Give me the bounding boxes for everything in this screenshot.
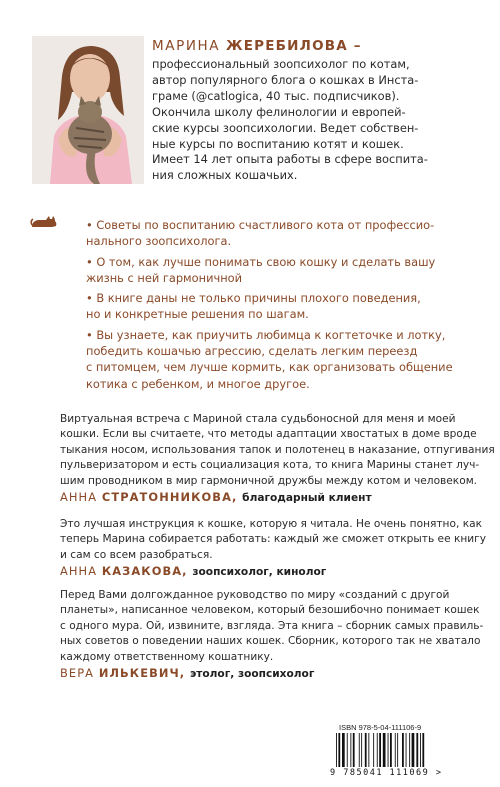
review-line: каждому ответственному кошатнику. [60, 650, 274, 663]
review-line: теперь Марина собирается работать: каждый же сможет открыть ее книгу [60, 533, 487, 546]
review-line: кошки. Если вы считаете, что методы адаптации хвостатых в доме вроде [60, 428, 477, 441]
bio-line: Имеет 14 лет опыта работы в сфере воспита- [152, 152, 428, 167]
bio-line: автор популярного блога о кошках в Инста- [152, 72, 419, 87]
review-line: тыкания носом, использования тапок и полотенец в наказание, отпугивания [60, 443, 495, 456]
author-photo [32, 36, 144, 184]
bio-line: ния сложных кошачьих. [152, 168, 298, 183]
review-line: пульверизатором и есть социализация кота, то книга Марины станет луч- [60, 459, 480, 472]
barcode-digits: 9 785041 111069 > [330, 768, 443, 778]
author-name [152, 38, 362, 54]
review-line: с одного мура. Ой, извините, взгляда. Эта книга – сборник самых правиль- [60, 619, 484, 632]
review [60, 517, 486, 581]
bio-line: ные курсы по воспитанию котят и кошек. [152, 136, 404, 151]
review-line: и сам со всем разобраться. [60, 548, 213, 561]
list-item: • О том, как лучше понимать свою кошку и сделать вашу жизнь с ней гармоничной [86, 254, 436, 285]
reviewer-name: ВЕРА ИЛЬКЕВИЧ, этолог, зоопсихолог [60, 666, 315, 681]
review-line: шим проводником в мир гармоничной дружбы между котом и человеком. [60, 474, 478, 487]
reviewer-name: АННА СТРАТОННИКОВА, благодарный клиент [60, 490, 372, 505]
list-item: • Советы по воспитанию счастливого кота от профессио- нального зоопсихолога. [86, 218, 435, 249]
isbn: ISBN 978-5-04-111106-9 [339, 723, 422, 732]
list-item: • Вы узнаете, как приучить любимца к когтеточке и лотку, победить кошачью агрессию, сделать легким переезд с питомцем, чем лучше кормить, как организовать общение котика с ребенком, и многое другое. [86, 327, 453, 391]
reviewer-role: этолог, зоопсихолог [189, 668, 315, 681]
bio-line: Окончила школу фелинологии и европей- [152, 104, 406, 119]
reviewer-role: зоопсихолог, кинолог [192, 566, 327, 579]
review-line: планеты», написанное человеком, который безошибочно понимает кошек [60, 604, 480, 617]
review [60, 588, 483, 682]
bio-line: профессиональный зоопсихолог по котам, [152, 57, 410, 71]
reviewer-name: АННА КАЗАКОВА, зоопсихолог, кинолог [60, 564, 327, 579]
review-line: Виртуальная встреча с Мариной стала судьбоносной для меня и моей [60, 413, 456, 425]
list-item: • В книге даны не только причины плохого поведения, но и конкретные решения по шагам. [86, 291, 421, 322]
review-line: Перед Вами долгожданное руководство по миру «созданий с другой [60, 589, 450, 601]
author-last-name: ЖЕРЕБИЛОВА – [226, 38, 362, 54]
review [60, 412, 495, 506]
barcode [330, 733, 462, 773]
bio-line: ские курсы зоопсихологии. Ведет собствен- [152, 120, 419, 135]
author-bio [152, 57, 452, 184]
bio-line: граме (@catlogica, 40 тыс. подписчиков). [152, 88, 400, 103]
author-first-name: МАРИНА [152, 38, 221, 54]
review-line: Это лучшая инструкция к кошке, которую я читала. Не очень понятно, как [60, 518, 482, 530]
feature-list [86, 217, 453, 396]
cat-icon [30, 214, 60, 233]
reviewer-role: благодарный клиент [242, 492, 372, 505]
review-line: ных советов о поведении наших кошек. Сборник, которого так не хватало [60, 635, 481, 648]
